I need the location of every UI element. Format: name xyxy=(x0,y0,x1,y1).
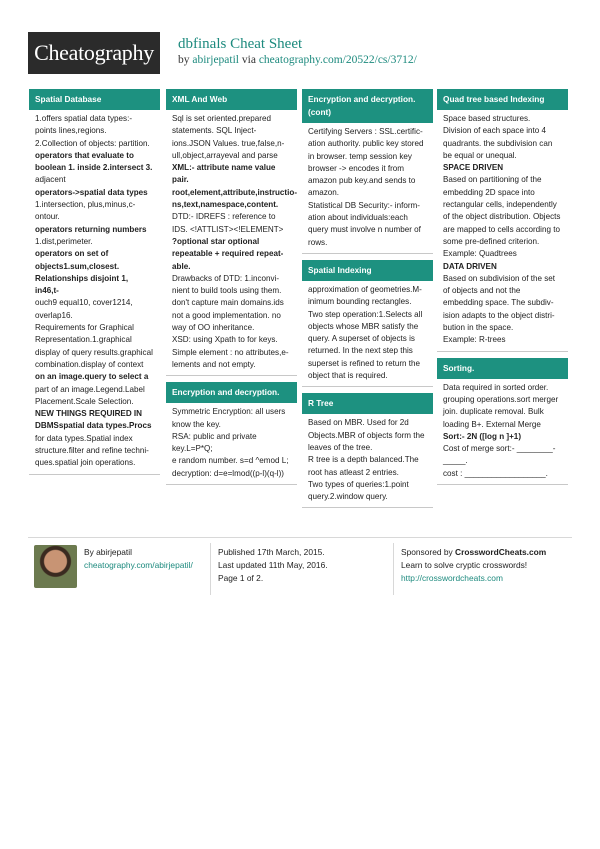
via-label: via xyxy=(241,54,256,66)
section-text-line: quadrants. the subdivision can xyxy=(443,138,553,148)
sponsor-link[interactable]: http://crosswordcheats.com xyxy=(401,573,503,583)
section-text-line: Sort:- 2N ([log n ]+1) xyxy=(443,431,522,441)
section-body xyxy=(437,110,568,351)
section-text-line: operators on set of xyxy=(35,249,109,259)
section-text-line: of objects and not the xyxy=(443,286,521,296)
section-body xyxy=(166,403,297,484)
section-header: Quad tree based Indexing xyxy=(437,89,568,110)
section-text-line: decryption: d=e=lmod((p-l)(q-l)) xyxy=(172,468,285,478)
section-text-line: IDS. <!ATTLIST><!ELEMENT> xyxy=(172,224,284,234)
section-text-line: rows. xyxy=(308,237,328,247)
section-text-line: Based on MBR. Used for 2d xyxy=(308,418,409,428)
section-text-line: amazon pub key.and sends to xyxy=(308,176,416,186)
section-text-line: ation about individuals:each xyxy=(308,213,408,223)
section-text-line: cost : __________________. xyxy=(443,468,548,478)
section-text-line: SPACE DRIVEN xyxy=(443,163,504,173)
sponsor-name[interactable]: CrosswordCheats.com xyxy=(455,547,547,557)
section-text-line: e random number. s=d ^emod L; xyxy=(172,456,289,466)
section-text-line: XML:- attribute name value pair. xyxy=(172,163,276,185)
section-text-line: query. A superset of objects is xyxy=(308,334,415,344)
section-header: Sorting. xyxy=(437,358,568,379)
section-text-line: operators that evaluate to xyxy=(35,150,134,160)
section-text-line: ions.JSON Values. true,false,n- xyxy=(172,138,285,148)
section-text-line: query.2.window query. xyxy=(308,492,388,502)
section-text-line: Based on partitioning of the xyxy=(443,175,542,185)
section-text-line: 1.offers spatial data types:- xyxy=(35,114,133,123)
section-text-line: loading B+. External Merge xyxy=(443,419,541,429)
section-text-line: bution in the space. xyxy=(443,323,514,333)
section-text-line: embedding 2D space into xyxy=(443,187,535,197)
section-text-line: be equal or unequal. xyxy=(443,150,517,160)
section-text-line: ouch9 equal10, cover1214, xyxy=(35,298,133,308)
section-body xyxy=(302,123,433,253)
column-4 xyxy=(437,89,568,491)
section-text-line: grouping operations.sort merger xyxy=(443,394,559,404)
section-text-line: objects1.sum,closest. xyxy=(35,261,120,271)
section-text-line: adjacent xyxy=(35,175,66,185)
page-number: Page 1 of 2. xyxy=(218,573,264,583)
section-text-line: Sql is set oriented.prepared xyxy=(172,114,271,123)
section-text-line: overlap16. xyxy=(35,310,73,320)
section-text-line: Data required in sorted order. xyxy=(443,382,549,392)
author-avatar[interactable] xyxy=(34,545,77,588)
section-text-line: part of an image.Legend.Label xyxy=(35,384,145,394)
section-text-line: Space based structures. xyxy=(443,114,531,123)
section-text-line: inimum bounding rectangles. xyxy=(308,297,412,307)
updated-date: Last updated 11th May, 2016. xyxy=(218,560,328,570)
section-text-line: Example: Quadtrees xyxy=(443,249,517,259)
footer-dates xyxy=(218,546,328,585)
section-text-line: key.L=P*Q; xyxy=(172,444,213,454)
section-text-line: browser -> encodes it from xyxy=(308,163,405,173)
section-text-line: objects whose MBR satisfy the xyxy=(308,321,419,331)
section-header: Spatial Database xyxy=(29,89,160,110)
section-box xyxy=(29,89,160,475)
section-text-line: not a good implementation. no xyxy=(172,310,281,320)
footer-author-name[interactable]: abirjepatil xyxy=(96,547,132,557)
section-text-line: of the object distribution. Objects xyxy=(443,212,561,222)
section-body xyxy=(437,379,568,484)
section-text-line: object that is required. xyxy=(308,371,388,381)
section-text-line: returned. In the next step this xyxy=(308,346,413,356)
section-text-line: R tree is a depth balanced.The xyxy=(308,455,419,465)
section-header: Encryption and decryption. xyxy=(166,382,297,403)
footer-sponsor xyxy=(401,546,546,585)
section-text-line: DTD:- IDREFS : reference to xyxy=(172,212,276,222)
section-text-line: RSA: public and private xyxy=(172,431,257,441)
section-text-line: Symmetric Encryption: all users xyxy=(172,407,286,417)
cheatography-logo[interactable]: Cheatography xyxy=(28,32,160,74)
section-text-line: 1.dist,perimeter. xyxy=(35,236,93,246)
section-text-line: Simple element : no attributes,e- xyxy=(172,347,289,357)
column-3 xyxy=(302,89,433,514)
section-text-line: display of query results.graphical xyxy=(35,347,153,357)
section-header: XML And Web xyxy=(166,89,297,110)
section-text-line: DATA DRIVEN xyxy=(443,261,497,271)
section-box xyxy=(302,260,433,387)
section-body xyxy=(166,110,297,375)
section-body xyxy=(302,281,433,386)
section-text-line: ontour. xyxy=(35,212,60,222)
section-text-line: approximation of geometries.M- xyxy=(308,284,422,294)
section-text-line: root,element,attribute,instructio- xyxy=(172,187,298,197)
section-text-line: join. duplicate removal. Bulk xyxy=(443,407,544,417)
section-text-line: operators->spatial data types xyxy=(35,187,148,197)
section-text-line: points lines,regions. xyxy=(35,126,107,136)
sponsored-label: Sponsored by xyxy=(401,547,453,557)
section-body xyxy=(29,110,160,474)
section-text-line: Drawbacks of DTD: 1.inconvi- xyxy=(172,273,280,283)
section-text-line: leaves of the tree. xyxy=(308,442,373,452)
section-text-line: are mapped to cells according to xyxy=(443,224,560,234)
footer-separator xyxy=(210,543,211,595)
section-text-line: lements and not empty. xyxy=(172,359,256,369)
section-text-line: way of OO inheritance. xyxy=(172,323,255,333)
footer-by-label: By xyxy=(84,547,94,557)
section-text-line: root has atleast 2 entries. xyxy=(308,467,399,477)
section-text-line: operators returning numbers xyxy=(35,224,147,234)
section-text-line: on an image.query to select a xyxy=(35,372,149,382)
section-box xyxy=(166,382,297,485)
footer-author-link[interactable]: cheatography.com/abirjepatil/ xyxy=(84,560,193,570)
section-text-line: ques.spatial join operations. xyxy=(35,458,136,468)
section-text-line: ns,text,namespace,content. xyxy=(172,200,279,210)
section-text-line: Requirements for Graphical xyxy=(35,323,134,333)
section-text-line: ision adapts to the object distri- xyxy=(443,310,555,320)
section-text-line: Objects.MBR of objects form the xyxy=(308,430,425,440)
section-text-line: Cost of merge sort:- ________- xyxy=(443,444,556,454)
sponsor-tagline: Learn to solve cryptic crosswords! xyxy=(401,560,528,570)
byline xyxy=(178,54,417,66)
published-date: Published 17th March, 2015. xyxy=(218,547,325,557)
section-text-line: Based on subdivision of the set xyxy=(443,273,556,283)
section-text-line: Relationships disjoint 1, in46,t- xyxy=(35,273,129,296)
section-box xyxy=(302,393,433,508)
section-text-line: XSD: using Xpath to for keys. xyxy=(172,335,278,345)
section-header: Spatial Indexing xyxy=(302,260,433,281)
section-text-line: Example: R-trees xyxy=(443,335,506,345)
section-text-line: embedding space. The subdiv- xyxy=(443,298,554,308)
section-box xyxy=(302,89,433,254)
section-text-line: ation authority. public key stored xyxy=(308,139,424,149)
footer-separator xyxy=(393,543,394,595)
section-text-line: repeatable + required repeat- xyxy=(172,249,284,259)
section-text-line: boolean 1. inside 2.intersect 3. xyxy=(35,163,153,173)
footer-divider xyxy=(28,537,572,538)
column-2 xyxy=(166,89,297,491)
page-title: dbfinals Cheat Sheet xyxy=(178,36,303,52)
section-header: R Tree xyxy=(302,393,433,414)
section-text-line: Representation.1.graphical xyxy=(35,335,132,345)
section-text-line: Two types of queries:1.point xyxy=(308,479,409,489)
section-text-line: don't capture main domains.ids xyxy=(172,298,284,308)
section-text-line: ull,object,arrayeval and parse xyxy=(172,150,278,160)
section-text-line: Certifying Servers : SSL.certific- xyxy=(308,127,423,136)
section-text-line: 2.Collection of objects: partition. xyxy=(35,138,150,148)
section-text-line: combination.display of context xyxy=(35,359,144,369)
section-text-line: Statistical DB Security:- inform- xyxy=(308,200,420,210)
section-text-line: query must involve n number of xyxy=(308,225,421,235)
section-text-line: superset is refined to return the xyxy=(308,358,421,368)
section-text-line: some pre-defined criterion. xyxy=(443,236,540,246)
column-1 xyxy=(29,89,160,481)
section-text-line: statements. SQL Inject- xyxy=(172,126,257,136)
section-text-line: know the key. xyxy=(172,419,221,429)
section-text-line: 1.intersection, plus,minus,c- xyxy=(35,200,136,210)
section-text-line: nient to build tools using them. xyxy=(172,286,282,296)
section-text-line: DBMSspatial data types.Procs xyxy=(35,421,152,431)
section-text-line: ?optional star optional xyxy=(172,236,260,246)
section-body xyxy=(302,414,433,507)
section-text-line: NEW THINGS REQUIRED IN xyxy=(35,409,143,419)
section-text-line: structure.filter and refine techni- xyxy=(35,446,149,456)
section-text-line: able. xyxy=(172,261,191,271)
section-text-line: _____. xyxy=(443,456,468,466)
section-box xyxy=(437,358,568,485)
section-text-line: Division of each space into 4 xyxy=(443,126,547,136)
footer-author xyxy=(84,546,193,572)
sheet-url-link[interactable]: cheatography.com/20522/cs/3712/ xyxy=(258,54,417,66)
section-text-line: Placement.Scale Selection. xyxy=(35,396,134,406)
by-label: by xyxy=(178,54,190,66)
section-text-line: Two step operation:1.Selects all xyxy=(308,309,423,319)
section-text-line: amazon. xyxy=(308,188,340,198)
author-link[interactable]: abirjepatil xyxy=(192,54,239,66)
section-text-line: for data types.Spatial index xyxy=(35,433,133,443)
section-box xyxy=(166,89,297,376)
section-text-line: in browser. temp session key xyxy=(308,151,412,161)
section-text-line: rectangular cells, independently xyxy=(443,200,557,210)
section-box xyxy=(437,89,568,352)
section-header: Encryption and decryption. (cont) xyxy=(302,89,433,123)
